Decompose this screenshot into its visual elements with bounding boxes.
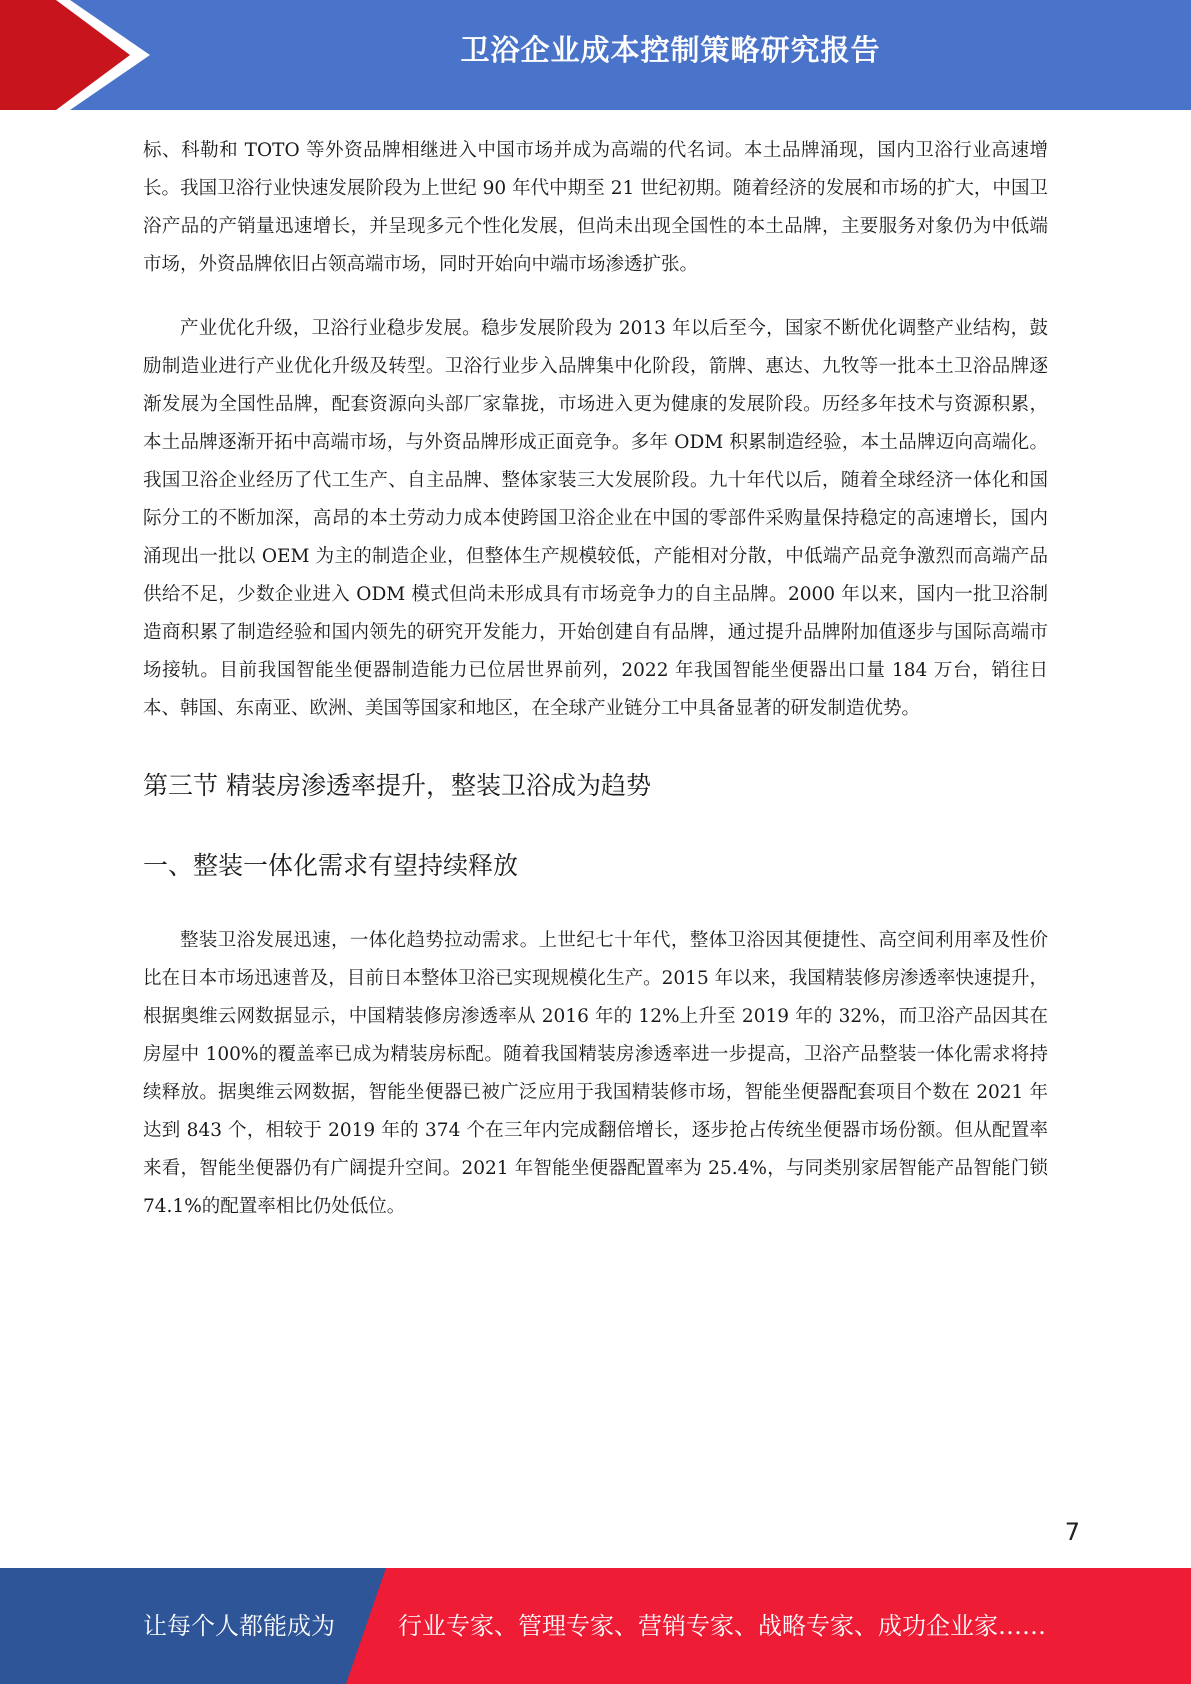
page-header	[0, 0, 1191, 110]
paragraph-3: 整装卫浴发展迅速，一体化趋势拉动需求。上世纪七十年代，整体卫浴因其便捷性、高空间利用率及性价比在日本市场迅速普及，目前日本整体卫浴已实现规模化生产。2015 年以来，我国精装修房渗透率快速提升，根据奥维云网数据显示，中国精装修房渗透率从 2016 年的 12%上升至 2019 年的 32%，而卫浴产品因其在房屋中 100%的覆盖率已成为精装房标配。随着我国精装房渗透率进一步提高，卫浴产品整装一体化需求将持续释放。据奥维云网数据，智能坐便器已被广泛应用于我国精装修市场，智能坐便器配套项目个数在 2021 年达到 843 个，相较于 2019 年的 374 个在三年内完成翻倍增长，逐步抢占传统坐便器市场份额。但从配置率来看，智能坐便器仍有广阔提升空间。2021 年智能坐便器配置率为 25.4%，与同类别家居智能产品智能门锁 74.1%的配置率相比仍处低位。	[143, 930, 1048, 1217]
page-number: 7	[1064, 1518, 1080, 1546]
page-content	[143, 132, 1048, 1226]
paragraph-2: 产业优化升级，卫浴行业稳步发展。稳步发展阶段为 2013 年以后至今，国家不断优化调整产业结构，鼓励制造业进行产业优化升级及转型。卫浴行业步入品牌集中化阶段，箭牌、惠达、九牧等一批本土卫浴品牌逐渐发展为全国性品牌，配套资源向头部厂家靠拢，市场进入更为健康的发展阶段。历经多年技术与资源积累，本土品牌逐渐开拓中高端市场，与外资品牌形成正面竞争。多年 ODM 积累制造经验，本土品牌迈向高端化。我国卫浴企业经历了代工生产、自主品牌、整体家装三大发展阶段。九十年代以后，随着全球经济一体化和国际分工的不断加深，高昂的本土劳动力成本使跨国卫浴企业在中国的零部件采购量保持稳定的高速增长，国内涌现出一批以 OEM 为主的制造企业，但整体生产规模较低，产能相对分散，中低端产品竞争激烈而高端产品供给不足，少数企业进入 ODM 模式但尚未形成具有市场竞争力的自主品牌。2000 年以来，国内一批卫浴制造商积累了制造经验和国内领先的研究开发能力，开始创建自有品牌，通过提升品牌附加值逐步与国际高端市场接轨。目前我国智能坐便器制造能力已位居世界前列，2022 年我国智能坐便器出口量 184 万台，销往日本、韩国、东南亚、欧洲、美国等国家和地区，在全球产业链分工中具备显著的研发制造优势。	[143, 318, 1048, 719]
page-footer	[0, 1568, 1191, 1684]
paragraph-1: 标、科勒和 TOTO 等外资品牌相继进入中国市场并成为高端的代名词。本土品牌涌现，国内卫浴行业高速增长。我国卫浴行业快速发展阶段为上世纪 90 年代中期至 21 世纪初期。随着经济的发展和市场的扩大，中国卫浴产品的产销量迅速增长，并呈现多元个性化发展，但尚未出现全国性的本土品牌，主要服务对象仍为中低端市场，外资品牌依旧占领高端市场，同时开始向中端市场渗透扩张。	[143, 140, 1048, 275]
footer-slogan-right: 行业专家、管理专家、营销专家、战略专家、成功企业家……	[398, 1612, 1046, 1640]
section-heading: 第三节 精装房渗透率提升，整装卫浴成为趋势	[143, 771, 651, 800]
footer-slogan-left: 让每个人都能成为	[143, 1612, 335, 1640]
subsection-heading: 一、整装一体化需求有望持续释放	[143, 851, 519, 880]
report-title: 卫浴企业成本控制策略研究报告	[460, 33, 881, 67]
